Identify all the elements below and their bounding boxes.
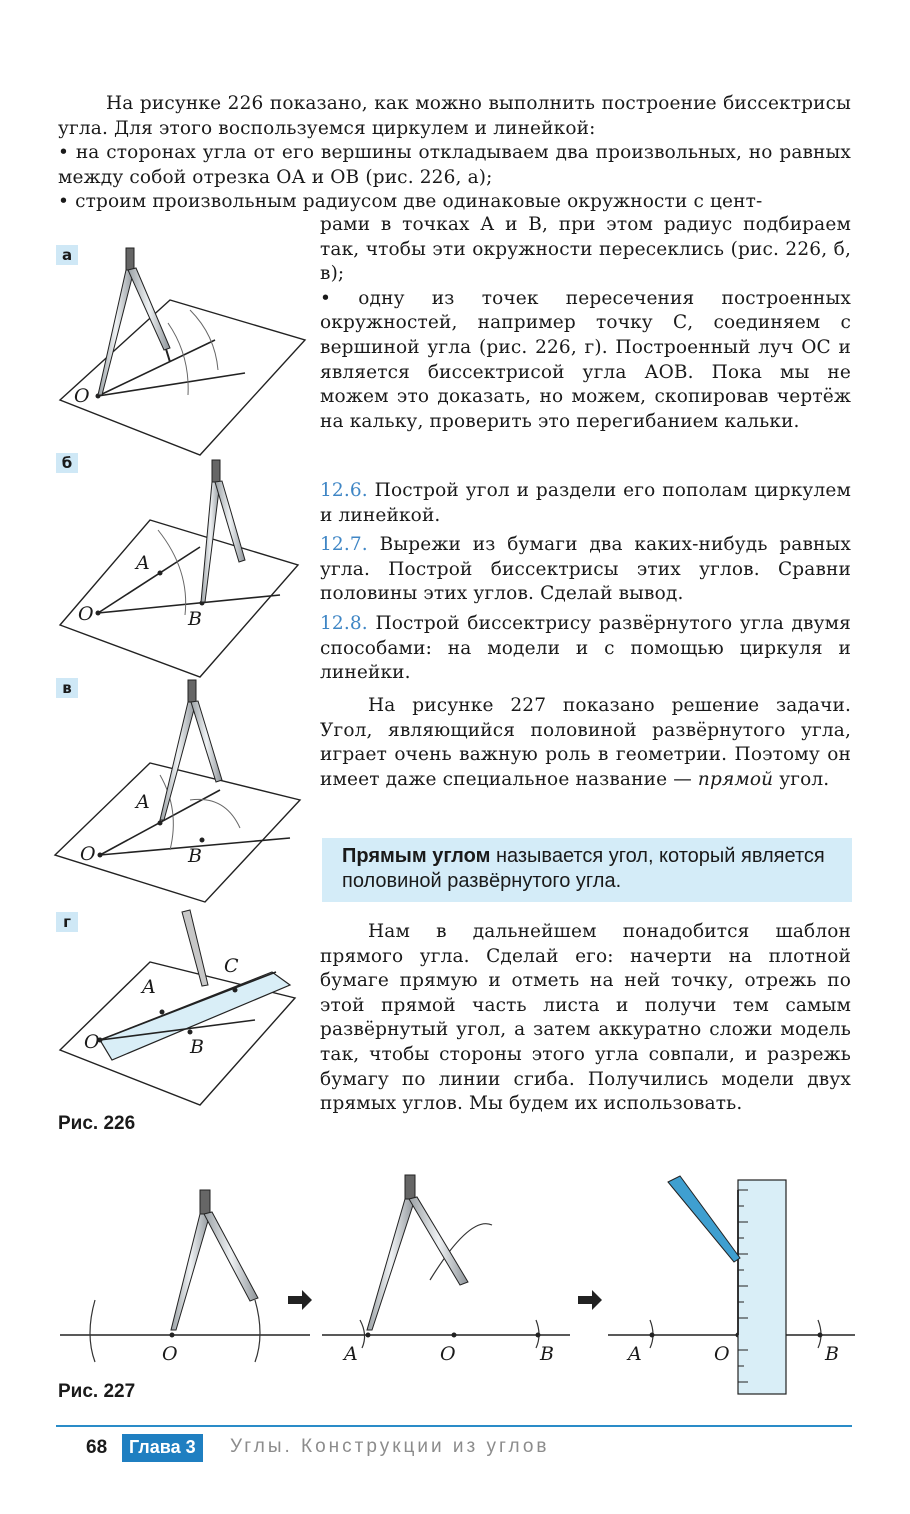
- point-A-g: A: [142, 976, 156, 998]
- point-B-g: B: [190, 1036, 204, 1058]
- para-227-before: На рисунке 227 показано решение задачи. Угол, являющийся половиной развёрнутого угла, играет очень важную роль в геометрии. Поэтому он имеет даже специальное название —: [320, 695, 851, 790]
- intro-p1: На рисунке 226 показано, как можно выполнить построение биссектрисы угла. Для этого воспользуемся циркулем и линейкой:: [58, 93, 851, 139]
- point-O-227-2: O: [440, 1343, 456, 1365]
- point-O-b: O: [78, 603, 94, 625]
- task-text: Построй угол и раздели его пополам циркулем и линейкой.: [320, 480, 851, 526]
- fig226-label-a: а: [56, 245, 78, 265]
- ruler: [738, 1180, 786, 1394]
- point-O-a: O: [74, 385, 90, 407]
- intro-bullet-3: • одну из точек пересечения построенных окружностей, например точку С, соединяем с вершиной угла (рис. 226, г). Построенный луч ОС и является биссектрисой угла АОВ. Пока мы не можем это доказать, но можем, скопировав чертёж на кальку, проверить это перегибанием кальки.: [320, 287, 851, 432]
- task-text: Вырежи из бумаги два каких-нибудь равных угла. Построй биссектрисы этих углов. Сравни половины этих углов. Сделай вывод.: [320, 534, 851, 605]
- fig226-drawings: [40, 230, 310, 1110]
- para-227-italic: прямой: [697, 768, 774, 790]
- fig227-step-3: [608, 1176, 855, 1394]
- fig226-panel-b: [60, 460, 298, 677]
- point-A-v: A: [136, 791, 150, 813]
- fig226-label-b: б: [56, 453, 78, 473]
- chapter-tag: Глава 3: [122, 1434, 203, 1462]
- task-12-8: [320, 612, 851, 686]
- fig227-step-2: [322, 1175, 570, 1365]
- intro-bullet-2-start: • строим произвольным радиусом две одинаковые окружности с цент-: [58, 191, 763, 213]
- fig227-drawings: [50, 1170, 865, 1400]
- definition-text: называется угол, который является половиной развёрнутого угла.: [342, 845, 825, 892]
- fig227-step-1: [60, 1190, 310, 1365]
- fig226-panel-a: [60, 248, 305, 455]
- intro-bullet-1: • на сторонах угла от его вершины откладываем два произвольных, но равных между собой отрезка ОА и ОВ (рис. 226, а);: [58, 142, 851, 188]
- point-B-227-2: B: [540, 1343, 554, 1365]
- fig227-caption: Рис. 227: [58, 1381, 136, 1402]
- fig226-label-v: в: [56, 678, 78, 698]
- fig226-panel-g: [60, 910, 295, 1105]
- para-227-text: [320, 694, 851, 792]
- task-12-6: [320, 479, 851, 528]
- point-A-227-3: A: [628, 1343, 642, 1365]
- intro-paragraph: [58, 92, 851, 215]
- para-template-text: Нам в дальнейшем понадобится шаблон прямого угла. Сделай его: начерти на плотной бумаге прямую и отметь на ней точку, отрежь по этой прямой часть листа и получи тем самым развёрнутый угол, а затем аккуратно сложи модель так, чтобы стороны этого угла совпали, и разрежь бумагу по линии сгиба. Получились модели двух прямых углов. Мы будем их использовать.: [320, 921, 851, 1115]
- point-B-b: B: [188, 608, 202, 630]
- definition-box: [322, 838, 852, 902]
- point-O-g: O: [84, 1031, 100, 1053]
- point-B-v: B: [188, 845, 202, 867]
- fig226-label-g: г: [56, 912, 78, 932]
- intro-bullet-2-rest: рами в точках А и В, при этом радиус подбираем так, чтобы эти окружности пересеклись (рис. 226, б, в);: [320, 214, 851, 285]
- task-list: [320, 479, 851, 686]
- point-O-227-3: O: [714, 1343, 730, 1365]
- task-number: 12.6.: [320, 480, 368, 501]
- footer-divider: [56, 1425, 852, 1427]
- fig226-caption: Рис. 226: [58, 1113, 136, 1134]
- fig226-panel-v: [55, 680, 300, 902]
- page-number: 68: [86, 1437, 108, 1458]
- chapter-title: Углы. Конструкции из углов: [230, 1436, 550, 1457]
- task-text: Построй биссектрису развёрнутого угла двумя способами: на модели и с помощью циркуля и линейки.: [320, 612, 852, 684]
- point-O-v: O: [80, 843, 96, 865]
- task-number: 12.7.: [320, 534, 368, 556]
- point-A-227-2: A: [344, 1343, 358, 1365]
- para-template: [320, 920, 851, 1117]
- point-B-227-3: B: [825, 1343, 839, 1365]
- right-column-text: [320, 213, 851, 434]
- pen-icon: [668, 1176, 740, 1262]
- definition-term: Прямым углом: [342, 845, 491, 867]
- arrow-right-icon: [578, 1290, 602, 1310]
- para-227-after: угол.: [779, 768, 830, 790]
- point-A-b: A: [136, 552, 150, 574]
- task-12-7: [320, 533, 851, 607]
- task-number: 12.8.: [320, 612, 368, 634]
- arrow-right-icon: [288, 1290, 312, 1310]
- point-C-g: C: [224, 955, 239, 977]
- point-O-227-1: O: [162, 1343, 178, 1365]
- para-227: [320, 694, 851, 792]
